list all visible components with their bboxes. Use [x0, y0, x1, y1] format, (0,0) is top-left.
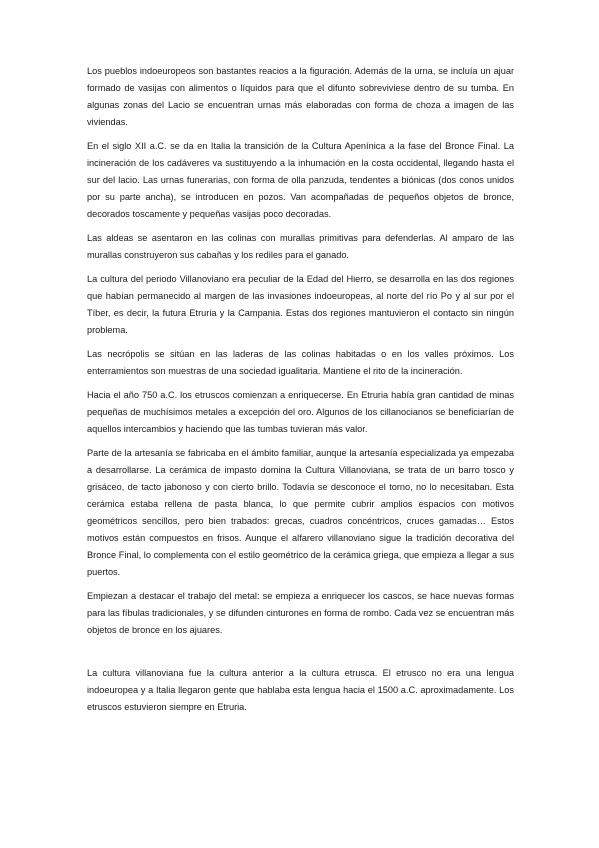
document-body — [87, 63, 514, 723]
paragraph: Las aldeas se asentaron en las colinas con murallas primitivas para defenderlas. Al amparo de las murallas construyeron sus cabañas y los rediles para el ganado. — [87, 233, 514, 260]
paragraph: La cultura villanoviana fue la cultura anterior a la cultura etrusca. El etrusco no era una lengua indoeuropea y a Italia llegaron gente que hablaba esta lengua hacia el 1500 a.C. aproximadamente. Los etruscos estuvieron siempre en Etruria. — [87, 668, 514, 712]
paragraph: Empiezan a destacar el trabajo del metal: se empieza a enriquecer los cascos, se hace nuevas formas para las fíbulas tradicionales, y se difunden cinturones en forma de rombo. Cada vez se encuentran más objetos de bronce en los ajuares. — [87, 591, 514, 635]
paragraph: Los pueblos indoeuropeos son bastantes reacios a la figuración. Además de la urna, se incluía un ajuar formado de vasijas con alimentos o líquidos para que el difunto sobreviviese dentro de su tumba. En algunas zonas del Lacio se encuentran urnas más elaboradas con forma de choza a imagen de las viviendas. — [87, 66, 514, 127]
paragraph: En el siglo XII a.C. se da en Italia la transición de la Cultura Apenínica a la fase del Bronce Final. La incineración de los cadáveres va sustituyendo a la inhumación en la costa occidental, llegando hasta el sur del lacio. Las urnas funerarias, con forma de olla panzuda, tendentes a biónicas (dos conos unidos por su parte ancha), se introducen en pozos. Van acompañadas de pequeños objetos de bronce, decorados toscamente y pequeñas vasijas poco decoradas. — [87, 141, 514, 219]
paragraph: Hacia el año 750 a.C. los etruscos comienzan a enriquecerse. En Etruria había gran cantidad de minas pequeñas de muchísimos metales a excepción del oro. Algunos de los cillanocianos se beneficiarían de aquellos intercambios y haciendo que las tumbas tuvieran más valor. — [87, 390, 514, 434]
paragraph: Parte de la artesanía se fabricaba en el ámbito familiar, aunque la artesanía especializada ya empezaba a desarrollarse. La cerámica de impasto domina la Cultura Villanoviana, se trata de un barro tosco y grisáceo, de tacto jabonoso y con cierto brillo. Todavía se desconoce el torno, no lo necesitaban. Esta cerámica estaba rellena de pasta blanca, lo que permite cubrir amplios espacios con motivos geométricos sencillos, pero bien trabados: grecas, cuadros concéntricos, cruces gamadas… Estos motivos están compuestos en frisos. Aunque el alfarero villanoviano sigue la tradición decorativa del Bronce Final, lo complementa con el estilo geométrico de la cerámica griega, que empieza a llegar a sus puertos. — [87, 448, 514, 577]
paragraph: Las necrópolis se sitúan en las laderas de las colinas habitadas o en los valles próximos. Los enterramientos son muestras de una sociedad igualitaria. Mantiene el rito de la incineración. — [87, 349, 514, 376]
paragraph: La cultura del periodo Villanoviano era peculiar de la Edad del Hierro, se desarrolla en las dos regiones que habían permanecido al margen de las invasiones indoeuropeas, al norte del río Po y al sur por el Tíber, es decir, la futura Etruria y la Campania. Estas dos regiones mantuvieron el contacto sin ningún problema. — [87, 274, 514, 335]
